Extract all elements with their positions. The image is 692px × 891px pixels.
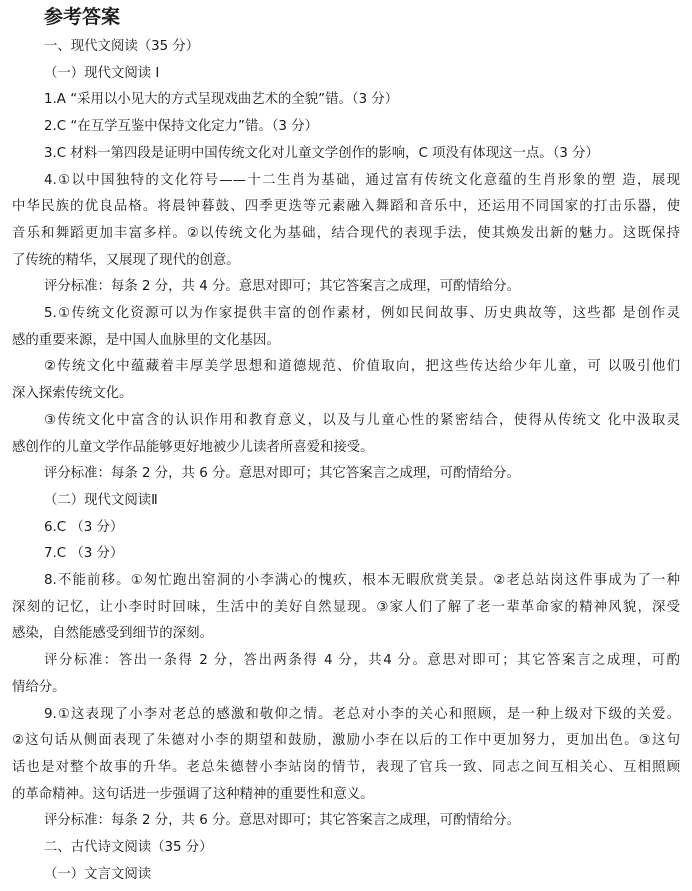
document-line: 二、古代诗文阅读（35 分）	[44, 840, 213, 855]
document-line: 2.C “在互学互鉴中保持文化定力”错。（3 分）	[44, 119, 318, 134]
document-line: 1.A “采用以小见大的方式呈现戏曲艺术的全貌”错。（3 分）	[44, 92, 399, 107]
document-line: ②传统文化中蕴藏着丰厚美学思想和道德规范、价值取向，把这些传达给少年儿童，可 以吸引他们	[44, 359, 680, 374]
document-line: （一）文言文阅读	[44, 867, 152, 882]
document-line: 5.①传统文化资源可以为作家提供丰富的创作素材，例如民间故事、历史典故等，这些都 是创作灵	[44, 306, 680, 321]
document-line: 中华民族的优良品格。将晨钟暮鼓、四季更迭等元素融入舞蹈和音乐中，还运用不同国家的打击乐器，使	[12, 199, 680, 214]
document-line: ②这句话从侧面表现了朱德对小李的期望和鼓励，激励小李在以后的工作中更加努力，更加出色。③这句	[12, 733, 680, 748]
document-line: 评分标准：每条 2 分，共 6 分。意思对即可；其它答案言之成理，可酌情给分。	[44, 813, 520, 828]
document-line: （一）现代文阅读 Ⅰ	[44, 66, 160, 81]
document-line: 的革命精神。这句话进一步强调了这种精神的重要性和意义。	[12, 787, 374, 802]
document-line: 4.①以中国独特的文化符号——十二生肖为基础，通过富有传统文化意蕴的生肖形象的塑 造，展现	[44, 173, 680, 188]
page-title: 参考答案	[44, 6, 121, 28]
document-line: 8.不能前移。①匆忙跑出窑洞的小李满心的愧疚，根本无暇欣赏美景。②老总站岗这件事成为了一种	[44, 573, 680, 588]
document-line: 6.C （3 分）	[44, 520, 124, 535]
document-line: 话也是对整个故事的升华。老总朱德替小李站岗的情节，表现了官兵一致、同志之间互相关心、互相照顾	[12, 760, 680, 775]
document-line: 了传统的精华，又展现了现代的创意。	[12, 253, 240, 268]
document-line: 评分标准：每条 2 分，共 6 分。意思对即可；其它答案言之成理，可酌情给分。	[44, 466, 520, 481]
document-line: 音乐和舞蹈更加丰富多样。②以传统文化为基础，结合现代的表现手法，使其焕发出新的魅力。这既保持	[12, 226, 680, 241]
document-line: 情给分。	[12, 680, 66, 695]
document-line: 感的重要来源，是中国人血脉里的文化基因。	[12, 333, 280, 348]
document-line: 感创作的儿童文学作品能够更好地被少儿读者所喜爱和接受。	[12, 440, 374, 455]
document-line: 3.C 材料一第四段是证明中国传统文化对儿童文学创作的影响，C 项没有体现这一点。（3 分）	[44, 146, 599, 161]
document-line: （二）现代文阅读Ⅱ	[44, 493, 158, 508]
document-line: 感染，自然能感受到细节的深刻。	[12, 626, 213, 641]
document-line: 9.①这表现了小李对老总的感激和敬仰之情。老总对小李的关心和照顾，是一种上级对下级的关爱。	[44, 707, 680, 722]
document-line: 一、现代文阅读（35 分）	[44, 39, 200, 54]
document-line: 评分标准：每条 2 分，共 4 分。意思对即可；其它答案言之成理，可酌情给分。	[44, 279, 520, 294]
document-line: 深入探索传统文化。	[12, 386, 133, 401]
document-line: 深刻的记忆，让小李时时回味，生活中的美好自然显现。③家人们了解了老一辈革命家的精神风貌，深受	[12, 600, 680, 615]
document-line: ③传统文化中富含的认识作用和教育意义，以及与儿童心性的紧密结合，使得从传统文 化中汲取灵	[44, 413, 680, 428]
document-line: 7.C （3 分）	[44, 546, 124, 561]
document-line: 评分标准：答出一条得 2 分，答出两条得 4 分，共4 分。意思对即可；其它答案言之成理，可酌	[44, 653, 680, 668]
